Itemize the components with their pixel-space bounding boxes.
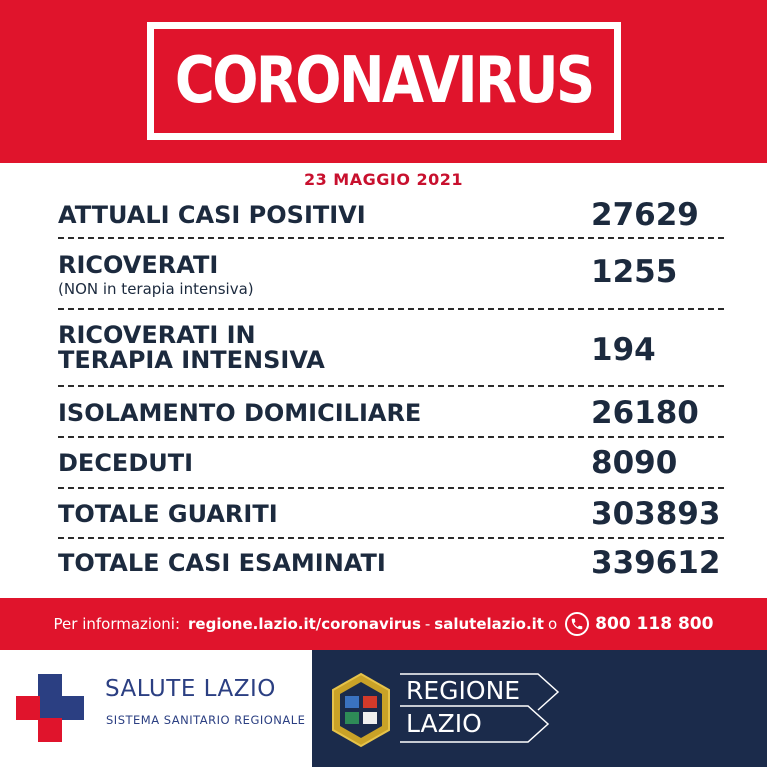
report-date: 23 MAGGIO 2021 xyxy=(303,170,464,189)
page-title: CORONAVIRUS xyxy=(175,44,593,118)
stat-row-positivi xyxy=(58,190,724,239)
salute-lazio-title: SALUTE LAZIO xyxy=(105,676,276,702)
stat-row-terapia-intensiva xyxy=(58,310,724,387)
stat-value: 8090 xyxy=(591,445,678,481)
stat-row-deceduti xyxy=(58,438,724,489)
info-or: o xyxy=(547,615,558,633)
stat-row-casi-esaminati xyxy=(58,539,724,589)
stat-value: 1255 xyxy=(591,254,678,290)
stat-row-ricoverati xyxy=(58,239,724,310)
stat-label: RICOVERATI IN xyxy=(58,321,256,349)
stat-value: 26180 xyxy=(591,395,699,431)
phone-number[interactable]: 800 118 800 xyxy=(595,614,714,634)
stat-label: ATTUALI CASI POSITIVI xyxy=(58,201,366,229)
salute-lazio-subtitle: SISTEMA SANITARIO REGIONALE xyxy=(106,713,306,727)
stat-value: 303893 xyxy=(591,496,721,532)
stats-list xyxy=(58,190,724,589)
stat-sublabel: (NON in terapia intensiva) xyxy=(58,280,254,298)
stat-label: TOTALE CASI ESAMINATI xyxy=(58,549,386,577)
regione-link[interactable]: regione.lazio.it/coronavirus xyxy=(188,615,421,633)
red-blue-cross-icon xyxy=(16,674,84,742)
info-prefix: Per informazioni: xyxy=(53,615,181,633)
title-box xyxy=(147,22,621,140)
stat-label: DECEDUTI xyxy=(58,449,194,477)
stat-label: TOTALE GUARITI xyxy=(58,500,278,528)
regione-title-line2: LAZIO xyxy=(406,709,482,738)
stat-row-guariti xyxy=(58,489,724,539)
stat-value: 27629 xyxy=(591,197,699,233)
stat-label: ISOLAMENTO DOMICILIARE xyxy=(58,399,422,427)
stat-label-line2: TERAPIA INTENSIVA xyxy=(58,346,325,374)
stat-value: 194 xyxy=(591,332,656,368)
info-separator: - xyxy=(424,615,431,633)
header-band xyxy=(0,0,767,163)
salutelazio-link[interactable]: salutelazio.it xyxy=(434,615,544,633)
info-band xyxy=(0,598,767,650)
regione-lazio-emblem-icon xyxy=(327,672,395,748)
stat-row-isolamento xyxy=(58,387,724,438)
regione-title-line1: REGIONE xyxy=(406,676,521,705)
stat-value: 339612 xyxy=(591,545,721,581)
phone-icon xyxy=(565,612,589,636)
stat-label: RICOVERATI xyxy=(58,251,219,279)
